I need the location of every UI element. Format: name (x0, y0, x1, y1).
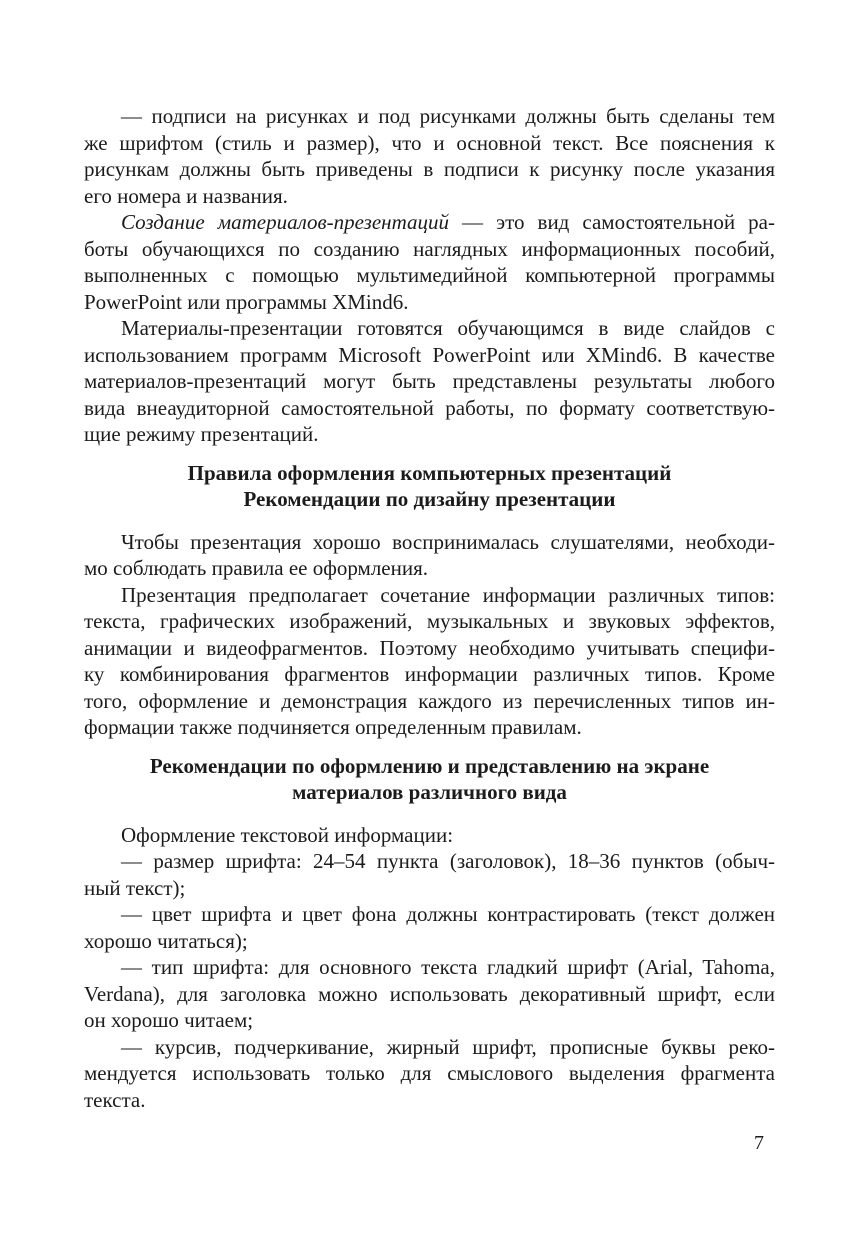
text-line: PowerPoint или программы XMind6. (84, 289, 409, 314)
heading-screen-recommendations (84, 753, 775, 806)
text-line: текста. (84, 1087, 146, 1112)
text-line: анимации и видеофрагментов. Поэтому необходимо учитывать специфи- (84, 635, 775, 660)
paragraph-figure-captions (84, 103, 775, 209)
text-block (84, 103, 775, 1113)
bullet-font-color (84, 901, 775, 954)
text-line: вида внеаудиторной самостоятельной работы, по формату соответствую- (84, 395, 775, 420)
text-line: — подписи на рисунках и под рисунками должны быть сделаны тем (121, 104, 775, 128)
text-line: ный текст); (84, 875, 186, 900)
text-line: Презентация предполагает сочетание информации различных типов: (121, 582, 775, 607)
text-line: того, оформление и демонстрация каждого из перечисленных типов ин- (84, 688, 775, 713)
bullet-emphasis (84, 1034, 775, 1114)
text-line: использованием программ Microsoft PowerPoint или XMind6. В качестве (84, 342, 775, 367)
text-line: материалов-презентаций могут быть представлены результаты любого (84, 369, 775, 393)
text-line: — курсив, подчеркивание, жирный шрифт, прописные буквы реко- (121, 1034, 775, 1059)
bullet-font-type (84, 954, 775, 1034)
text-line: Рекомендации по оформлению и представлению на экране (149, 753, 710, 778)
paragraph-presentation-materials (84, 315, 775, 448)
text-line: выполненных с помощью мультимедийной компьютерной программы (84, 263, 775, 287)
text-line: Verdana), для заголовка можно использовать декоративный шрифт, если (84, 981, 775, 1006)
text-line: ку комбинирования фрагментов информации различных типов. Кроме (84, 662, 775, 686)
text-line: Материалы-презентации готовятся обучающимся в виде слайдов с (121, 316, 775, 340)
paragraph-text-formatting (84, 822, 775, 849)
paragraph-perception (84, 529, 775, 582)
text-line: материалов различного вида (292, 780, 567, 804)
paragraph-information-types (84, 582, 775, 741)
text-line: рисункам должны быть приведены в подписи к рисунку после указания (84, 157, 775, 181)
text-line (84, 209, 775, 236)
text-line: Правила оформления компьютерных презентаций (187, 460, 672, 485)
text-line: он хорошо читаем; (84, 1008, 254, 1032)
text-line: мо соблюдать правила ее оформления. (84, 556, 429, 580)
text-line: формации также подчиняется определенным правилам. (84, 715, 582, 739)
italic-term: Создание материалов-презентаций (121, 210, 449, 234)
text-line: — тип шрифта: для основного текста гладкий шрифт (Arial, Tahoma, (121, 955, 775, 979)
text-line: его номера и названия. (84, 183, 288, 208)
paragraph-presentation-creation (84, 209, 775, 315)
text-line: щие режиму презентаций. (84, 422, 319, 446)
text-line: Оформление текстовой информации: (121, 822, 454, 847)
page-number: 7 (754, 1132, 764, 1154)
text-line: текста, графических изображений, музыкальных и звуковых эффектов, (84, 609, 775, 633)
bullet-font-size (84, 848, 775, 901)
heading-design-rules (84, 460, 775, 513)
text-line: — цвет шрифта и цвет фона должны контрастировать (текст должен (121, 902, 775, 926)
text-line: — размер шрифта: 24–54 пункта (заголовок), 18–36 пунктов (обыч- (121, 849, 775, 873)
text-line: Рекомендации по дизайну презентации (243, 487, 616, 511)
text-line: мендуется использовать только для смыслового выделения фрагмента (84, 1061, 775, 1085)
text-line: хорошо читаться); (84, 928, 248, 953)
text-line: боты обучающихся по созданию наглядных информационных пособий, (84, 236, 775, 261)
text-segment: — это вид самостоятельной ра- (449, 210, 775, 234)
text-line: Чтобы презентация хорошо воспринималась слушателями, необходи- (121, 529, 775, 554)
text-line: же шрифтом (стиль и размер), что и основной текст. Все пояснения к (84, 130, 775, 155)
